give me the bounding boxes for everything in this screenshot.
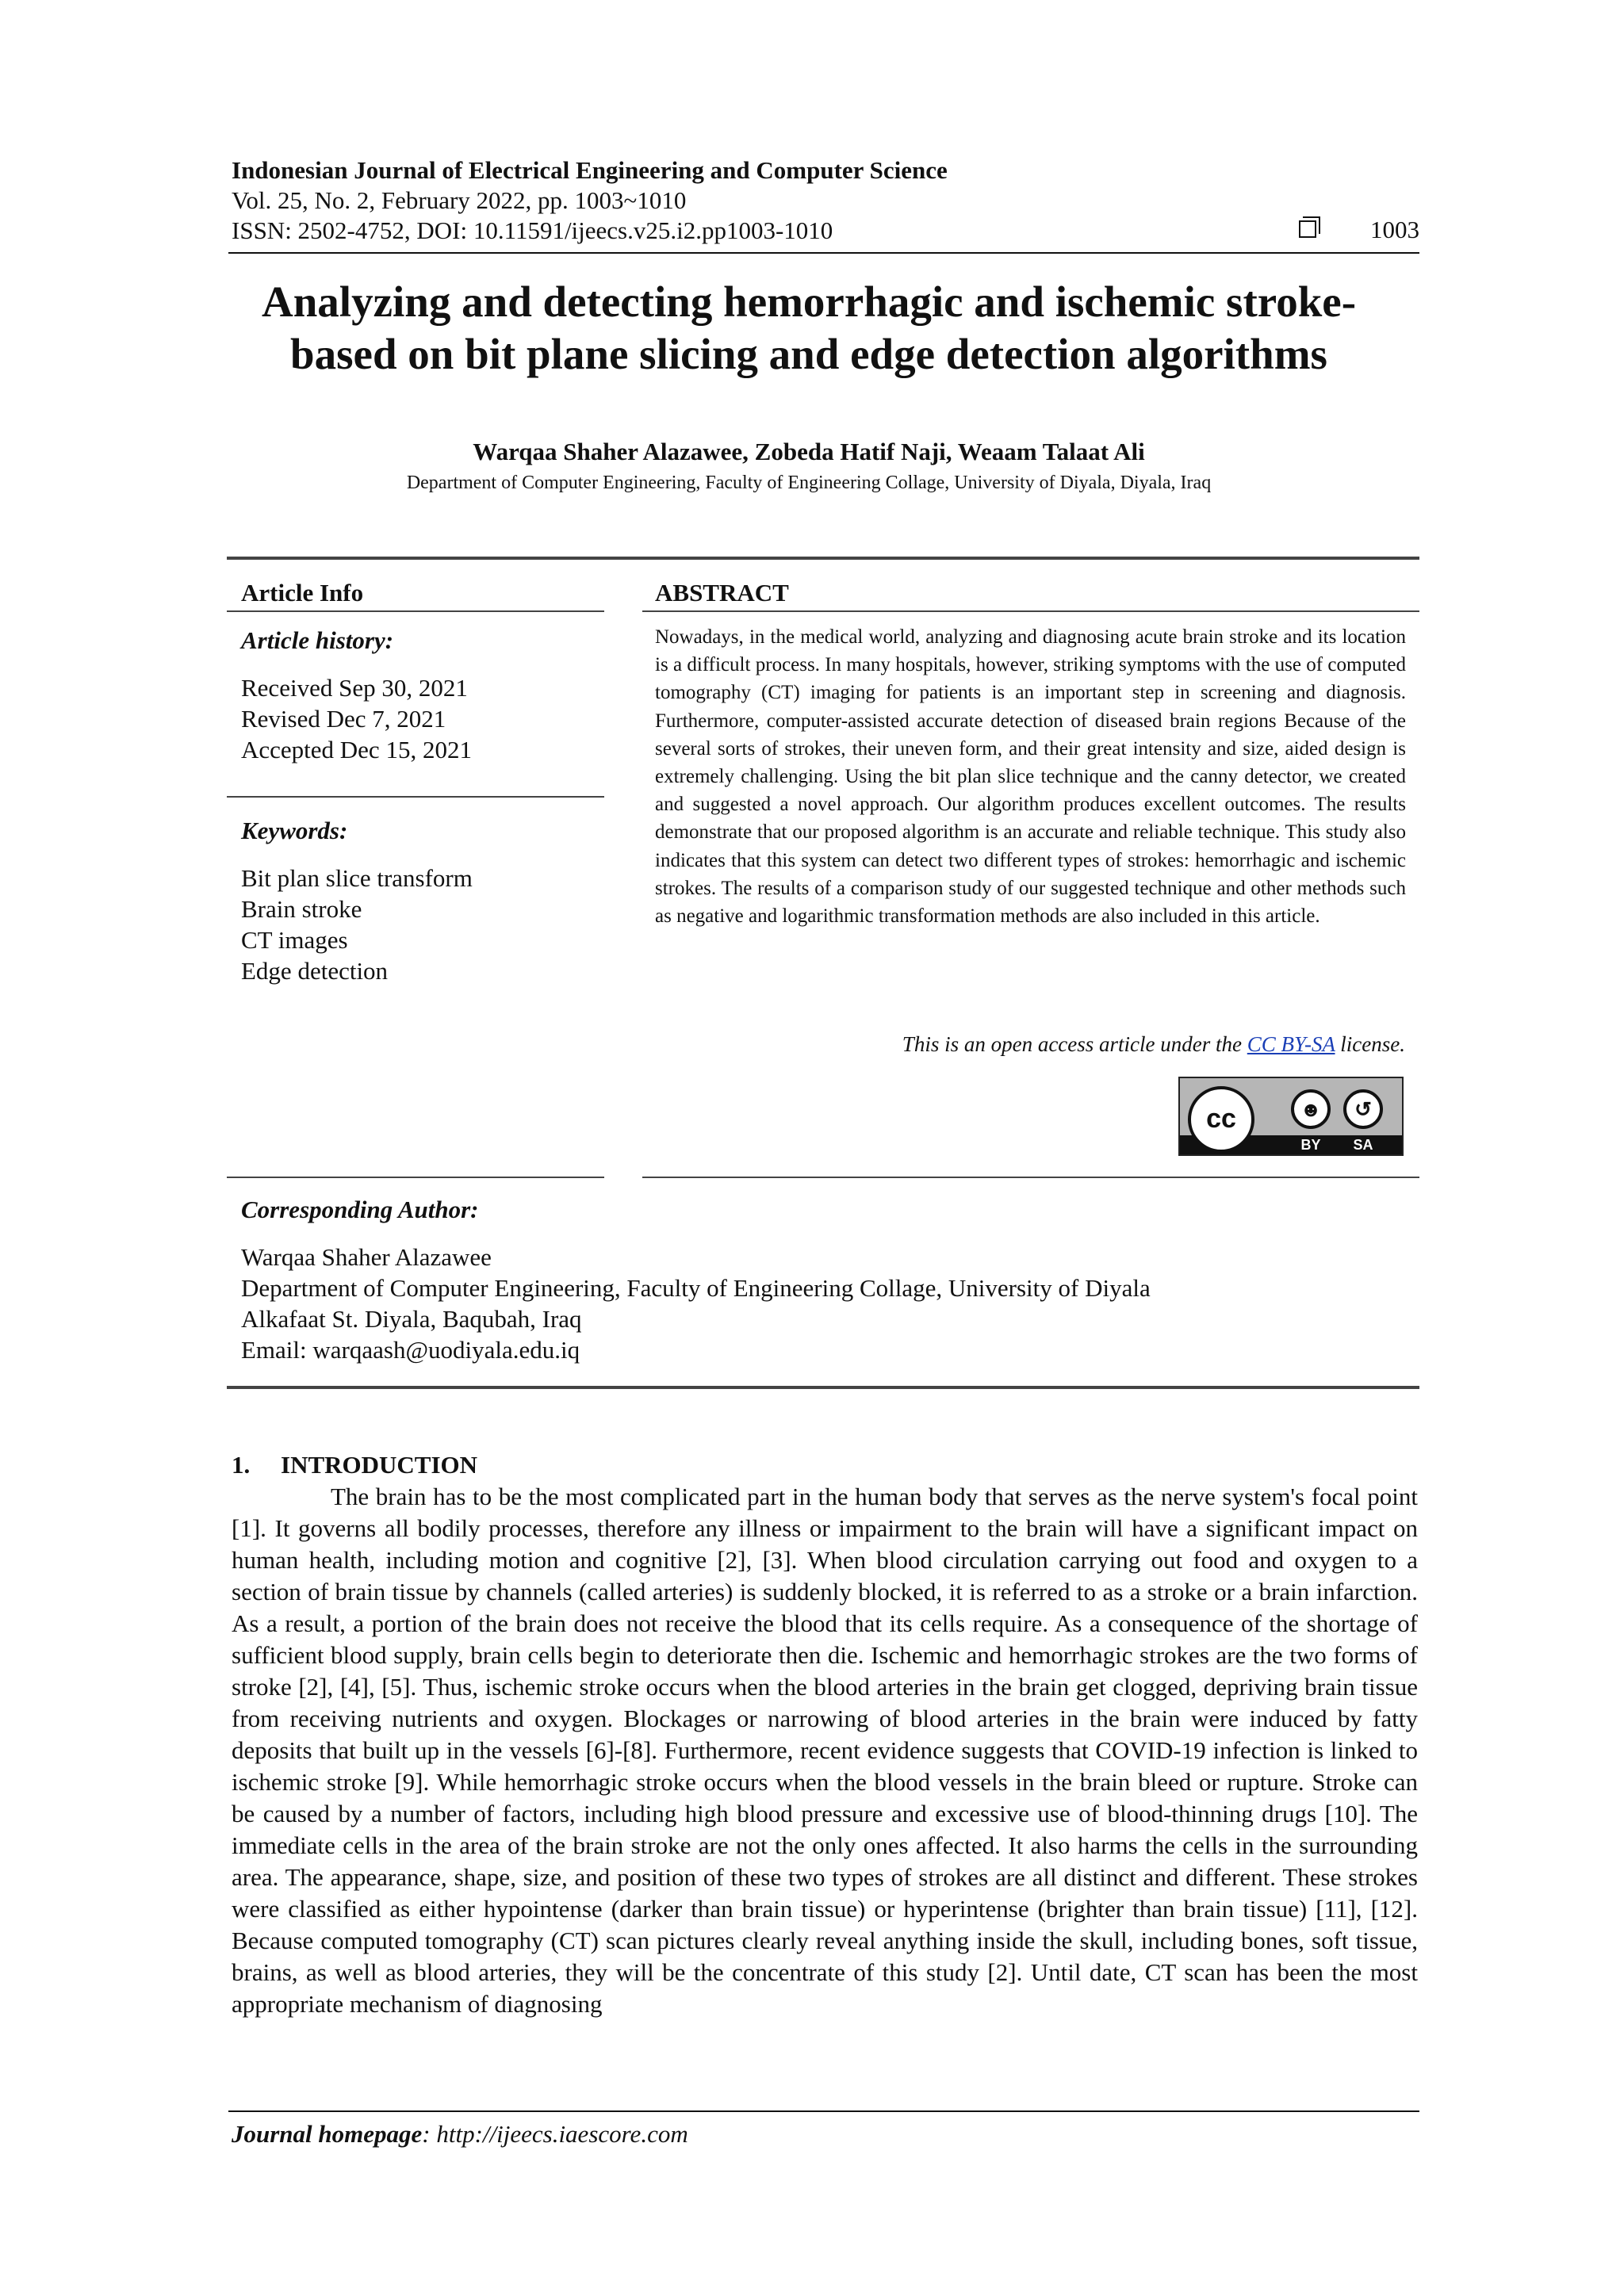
open-access-prefix: This is an open access article under the xyxy=(902,1032,1247,1056)
article-history-heading: Article history: xyxy=(241,626,394,654)
author-list: Warqaa Shaher Alazawee, Zobeda Hatif Naji, Weaam Talaat Ali xyxy=(473,438,1145,465)
abstract-rule xyxy=(642,610,1419,612)
badge-by-label: BY xyxy=(1300,1137,1321,1153)
issn-line: ISSN: 2502-4752, DOI: 10.11591/ijeecs.v25.i2.pp1003-1010 xyxy=(232,216,833,244)
cc-by-sa-badge-icon[interactable] xyxy=(1178,1077,1404,1156)
paper-title xyxy=(238,276,1380,381)
footer-rule xyxy=(228,2110,1419,2112)
corresponding-address: Alkafaat St. Diyala, Baqubah, Iraq xyxy=(241,1305,582,1333)
title-line-1: Analyzing and detecting hemorrhagic and ischemic stroke- xyxy=(261,277,1357,326)
share-alike-icon: ↺ xyxy=(1343,1089,1383,1129)
license-link[interactable]: CC BY-SA xyxy=(1247,1032,1335,1056)
title-line-2: based on bit plane slicing and edge detection algorithms xyxy=(290,330,1327,378)
corresponding-heading: Corresponding Author: xyxy=(241,1196,479,1223)
received-date: Received Sep 30, 2021 xyxy=(241,674,468,702)
bookmark-box-icon xyxy=(1299,220,1316,238)
journal-homepage xyxy=(232,2120,688,2149)
keyword-item: Edge detection xyxy=(241,957,389,985)
history-rule xyxy=(227,796,604,798)
introduction-body xyxy=(232,1481,1418,2020)
section-heading-introduction: 1. INTRODUCTION xyxy=(232,1451,478,1479)
corresponding-details xyxy=(241,1242,1151,1365)
abstract-bottom-rule xyxy=(642,1177,1419,1178)
keyword-list xyxy=(241,863,473,986)
affiliation: Department of Computer Engineering, Faculty of Engineering Collage, University of Diyala, Diyala, Iraq xyxy=(406,473,1212,493)
keyword-item: Bit plan slice transform xyxy=(241,864,473,892)
keywords-rule xyxy=(227,1177,604,1178)
open-access-suffix: license. xyxy=(1335,1032,1405,1056)
accepted-date: Accepted Dec 15, 2021 xyxy=(241,736,472,763)
header-rule xyxy=(228,252,1419,254)
homepage-label: Journal homepage xyxy=(232,2120,423,2148)
info-top-rule xyxy=(227,557,1419,560)
article-info-rule xyxy=(227,610,604,612)
revised-date: Revised Dec 7, 2021 xyxy=(241,705,446,733)
badge-sa-label: SA xyxy=(1353,1137,1373,1153)
homepage-url[interactable]: : http://ijeecs.iaescore.com xyxy=(422,2120,688,2148)
page-number: 1003 xyxy=(1370,216,1419,243)
keywords-heading: Keywords: xyxy=(241,817,348,844)
introduction-paragraph: The brain has to be the most complicated part in the human body that serves as the nerve system's focal point [1]. It governs all bodily processes, therefore any illness or impairment to the brain will have a significant impact on human health, including motion and cognitive [2], [3]. When blood circulation carrying out food and oxygen to a section of brain tissue by channels (called arteries) is suddenly blocked, it is referred to as a stroke or a brain infarction. As a result, a portion of the brain does not receive the blood that its cells require. As a consequence of the shortage of sufficient blood supply, brain cells begin to deteriorate then die. Ischemic and hemorrhagic strokes are the two forms of stroke [2], [4], [5]. Thus, ischemic stroke occurs when the blood arteries in the brain get clogged, depriving brain tissue from receiving nutrients and oxygen. Blockages or narrowing of blood arteries in the brain were induced by fatty deposits that built up in the vessels [6]-[8]. Furthermore, recent evidence suggests that COVID-19 infection is linked to ischemic stroke [9]. While hemorrhagic stroke occurs when the blood vessels in the brain bleed or rupture. Stroke can be caused by a number of factors, including high blood pressure and excessive use of blood-thinning drugs [10]. The immediate cells in the area of the brain stroke are not the only ones affected. It also harms the cells in the surrounding area. The appearance, shape, size, and position of these two types of strokes are all distinct and different. These strokes were classified as either hypointense (darker than brain tissue) or hyperintense (brighter than brain tissue) [11], [12]. Because computed tomography (CT) scan pictures clearly reveal anything inside the skull, including bones, soft tissue, brains, as well as blood arteries, they will be the concentrate of this study [2]. Until date, CT scan has been the most appropriate mechanism of diagnosing xyxy=(232,1483,1418,2018)
open-access-statement xyxy=(655,1032,1405,1057)
corresponding-name: Warqaa Shaher Alazawee xyxy=(241,1243,492,1271)
info-bottom-rule xyxy=(227,1386,1419,1389)
corresponding-email: Email: warqaash@uodiyala.edu.iq xyxy=(241,1336,580,1364)
journal-header xyxy=(232,155,1421,246)
journal-name: Indonesian Journal of Electrical Engineering and Computer Science xyxy=(232,156,948,184)
attribution-icon: ☻ xyxy=(1291,1089,1331,1129)
keyword-item: Brain stroke xyxy=(241,895,362,923)
article-history xyxy=(241,672,472,765)
abstract-heading: ABSTRACT xyxy=(655,579,789,607)
cc-icon: cc xyxy=(1188,1086,1254,1153)
keyword-item: CT images xyxy=(241,926,348,954)
corresponding-dept: Department of Computer Engineering, Faculty of Engineering Collage, University of Diyala xyxy=(241,1274,1151,1302)
abstract-text: Nowadays, in the medical world, analyzing and diagnosing acute brain stroke and its location is a difficult process. In many hospitals, however, striking symptoms with the use of computed tomography (CT) imaging for patients is an important step in screening and diagnosis. Furthermore, computer-assisted accurate detection of diseased brain regions Because of the several sorts of strokes, their uneven form, and their great intensity and size, aided design is extremely challenging. Using the bit plan slice technique and the canny detector, we created and suggested a novel approach. Our algorithm produces excellent outcomes. The results demonstrate that our proposed algorithm is an accurate and reliable technique. This study also indicates that this system can detect two different types of strokes: hemorrhagic and ischemic strokes. The results of a comparison study of our suggested technique and other methods such as negative and logarithmic transformation methods are also included in this article. xyxy=(655,626,1406,928)
volume-line: Vol. 25, No. 2, February 2022, pp. 1003~1010 xyxy=(232,186,687,214)
article-info-heading: Article Info xyxy=(241,579,364,607)
